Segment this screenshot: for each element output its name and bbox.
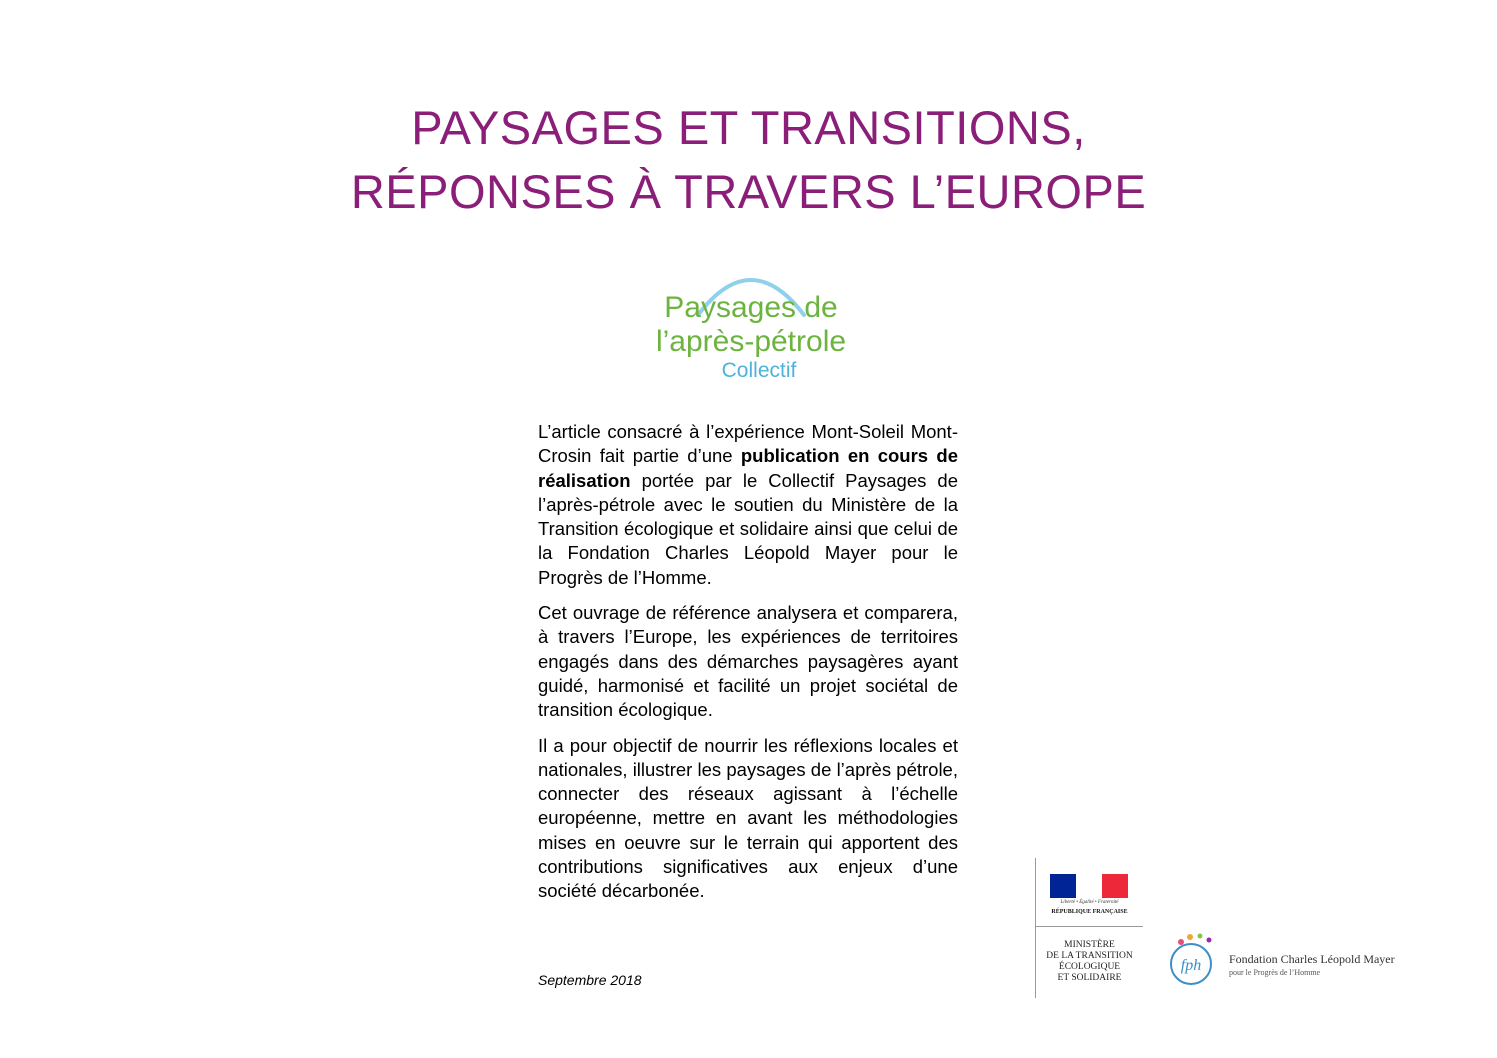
paragraph-2: Cet ouvrage de référence analysera et comparera, à travers l’Europe, les expériences de territoires engagés dans des démarches paysagères ayant guidé, harmonisé et facilité un projet sociétal de transition écologique.	[538, 602, 958, 721]
ministry-republic: RÉPUBLIQUE FRANÇAISE	[1051, 909, 1128, 915]
collectif-logo	[640, 255, 862, 385]
page-title	[0, 96, 1497, 224]
fph-mark-text: fph	[1180, 957, 1202, 974]
page-title-line-2: RÉPONSES À TRAVERS L’EUROPE	[350, 165, 1147, 218]
french-flag-icon	[1050, 874, 1128, 898]
collectif-logo-line-2: l’après-pétrole	[655, 325, 847, 358]
ministry-name	[1036, 940, 1143, 984]
collectif-logo-line-3: Collectif	[721, 359, 797, 382]
ministry-name-line-3: ÉCOLOGIQUE	[1058, 962, 1121, 972]
ministry-logo	[1035, 858, 1143, 998]
paragraph-3: Il a pour objectif de nourrir les réflexions locales et nationales, illustrer les paysages de l’après pétrole, connecter des réseaux agissant à l’échelle européenne, mettre en avant les méthodologies mises en oeuvre sur le terrain qui apportent des contributions significatives aux enjeux d’une société décarbonée.	[538, 734, 958, 902]
fph-logo	[1163, 928, 1395, 990]
fph-subtitle: pour le Progrès de l’Homme	[1229, 968, 1321, 977]
fph-name: Fondation Charles Léopold Mayer	[1229, 952, 1395, 966]
publication-date: Septembre 2018	[538, 972, 642, 988]
collectif-logo-line-1: Paysages de	[664, 291, 838, 324]
fph-mark-icon	[1163, 928, 1227, 990]
paragraph-1-text-a: L’article consacré à l’expérience Mont-Soleil Mont-Crosin fait partie d’une	[538, 421, 958, 467]
ministry-name-line-4: ET SOLIDAIRE	[1057, 973, 1122, 983]
article-body	[538, 420, 958, 915]
paragraph-1-text-b: portée par le Collectif Paysages de l’après-pétrole avec le soutien du Ministère de la Transition écologique et solidaire ainsi que celui de la Fondation Charles Léopold Mayer pour le Progrès de l’Homme.	[538, 469, 958, 588]
ministry-motto: Liberté • Égalité • Fraternité	[1060, 900, 1119, 905]
ministry-name-line-1: MINISTÈRE	[1064, 940, 1115, 950]
page-title-line-1: PAYSAGES ET TRANSITIONS,	[411, 101, 1086, 154]
ministry-name-line-2: DE LA TRANSITION	[1046, 951, 1133, 961]
marianne-block	[1036, 858, 1143, 927]
paragraph-1	[538, 420, 958, 590]
paragraph-1-bold: publication en cours de réalisation	[538, 445, 958, 491]
